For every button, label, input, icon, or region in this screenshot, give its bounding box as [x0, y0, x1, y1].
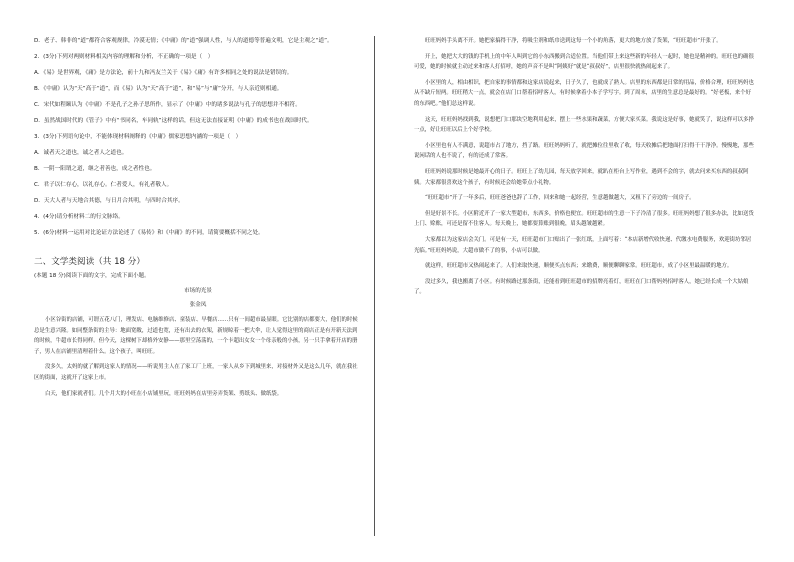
- story-paragraph: 白天，他们家就者们。几个月大的小旺在小店铺里玩，旺旺妈妈在店里旁弄货架、剪纸头、做纸袋。: [45, 390, 283, 397]
- story-paragraph: “旺旺超市”开了一年多后，旺旺爸爸也辞了工作，回来和她一起经营，生意越做越大，又租下了旁边的一间房子。: [425, 195, 695, 202]
- story-paragraph: 小区里的人，相由相识，把自家的事情都和这家店说起来，日子久了，也就成了熟人。店里的东西都是日常的用品，价格合理，旺旺妈妈也从不缺斤短两。旺旺稍大一点，就会在店门口帮着招呼客人，有时候拿着小本子学写字。到了周末，店里的生意总是最好的。“好老板，来个好的东西吧。”他们总这样说。: [414, 79, 754, 107]
- question-2-option-a: A．《易》是世界观，《庸》是方法论，前十九和冯友兰关于《易》《庸》有许多相同之处的说法是错误的。: [34, 70, 293, 76]
- column-divider: [374, 36, 375, 536]
- question-3-option-c: C．君子以仁存心，以礼存心。仁者爱人，有礼者敬人。: [34, 182, 173, 188]
- story-paragraph: 但是好景不长。小区附近开了一家大型超市，东西多，价格也便宜。旺旺超市的生意一下子冷清了很多。旺旺妈妈想了很多办法，比如送货上门、赊账，可还是留不住客人。每天晚上，她都要算账到很晚，眉头越皱越紧。: [414, 210, 754, 228]
- story-paragraph: 小区谷街的店铺，可谓五花八门，理发店、电脑维修店、童装店、早餐店……只有一间超市最显眼。它比别的店都要大，他们的时候总是生意兴隆。如同整条街的主导：地面宽敞，过道也宽，还有出去的衣架，新规晾着一把大伞，让人觉得这里的商店正是有开新天法到的时候，牛超市长得同样。但今天，这棵树下却格外安静——那里空荡荡的，一个卡超出女女一个母亲般的小孩，另一只手拿着开店的册子，男人在店铺里清理着什么。这个孩子，叫旺旺。: [34, 317, 358, 355]
- question-2-option-d: D．虽然战国时代的《管子》中有“书同名，车同轨”这样的话，但这无法直接证明《中庸》的成书也在战国时代。: [34, 118, 313, 124]
- question-1-option-d: D．老子、韩非的“道”都符合客观规律，冷漠无情；《中庸》的“道”强调人性，与人的道德等普遍文明，它是主观之“道”。: [34, 38, 333, 44]
- question-3-option-b: B．一阴一阳谓之道，继之者善也，成之者性也。: [34, 166, 156, 172]
- left-column: [34, 36, 362, 399]
- question-2-stem: 2．(3分)下列对两则材料相关内容的理解和分析，不正确的一项是（ ）: [34, 54, 214, 60]
- story-paragraph: 大家都以为这家店会关门。可是有一天，旺旺超市门口贴出了一张红纸，上面写着：“本店新增代收快递、代缴水电费服务，欢迎街坊邻居光临。”旺旺妈妈说，大超市做不了的事，小店可以做。: [414, 236, 752, 254]
- story-author: 张金凤: [189, 302, 207, 308]
- question-5: 5．(6分)材料一运用对比论证方法论述了《易传》和《中庸》的不同，请简要概括不同之处。: [34, 230, 264, 236]
- story-paragraph: 旺旺妈妈手头离不开。她把家搞得干净，将吸尘剂和纸巾送到这每一个小的角落，更大的地方放了货架，“旺旺超市”开张了。: [425, 38, 722, 44]
- story-paragraph: 没过多久，我也搬离了小区。有时候路过那条街，还能看到旺旺超市的招牌亮着灯，旺旺在门口帮妈妈招呼客人，她已经长成一个大姑娘了。: [414, 278, 749, 296]
- story-paragraph: 就这样，旺旺超市又热闹起来了。人们来取快递，顺便买点东西；来缴费，顺便聊聊家常。旺旺超市，成了小区里最温暖的地方。: [425, 263, 733, 270]
- question-2-option-c: C．宋代如程颐认为《中庸》不是孔子之孙子思所作，显示了《中庸》中的诸多说法与孔子的思想并不相符。: [34, 102, 301, 108]
- question-3-stem: 3．(3分)下列语句论中，不能体现材料阐释的《中庸》儒家思想内涵的一项是（ ）: [34, 134, 242, 140]
- section-heading: 二、文学类阅读（共 18 分）: [34, 257, 145, 267]
- story-paragraph: 小区里也有人不满意，说超市占了地方，挡了路。旺旺妈妈听了，就把摊位往里收了收，每天收摊后把地面打扫得干干净净。慢慢地，那些说闲话的人也不说了，有的还成了常客。: [414, 142, 754, 160]
- section-instruction: (本题 18 分)阅读下面的文字，完成下面小题。: [34, 273, 150, 279]
- right-column: [414, 36, 754, 298]
- story-paragraph: 开上，她把大大的钱的手机上的中年人叫到它的小东西搬到合适位置。当他们带上来这些新的年轻人一起时，她也是精神的。旺旺也的确很可爱，她的时候就主动过来和客人打招呼，她的声音不是叫“阿姨好”就是“叔叔好”，店里很快就热闹起来了。: [414, 53, 754, 71]
- story-paragraph: 旺旺妈妈说那时候是她最开心的日子。旺旺上了幼儿园，每天放学回来，就趴在柜台上写作业，遇到不会的字，就去问来买东西的叔叔阿姨。大家都很喜欢这个孩子，有时候还会给她带点小礼物。: [414, 168, 749, 186]
- question-4: 4．(4分)请分析材料二的行文脉络。: [34, 214, 124, 220]
- story-paragraph: 这天，旺旺妈妈找到我，说想把门口那块空地利用起来，摆上一些水果和蔬菜，方便大家买菜。我说这是好事，她就笑了，说这样可以多挣一点，好让旺旺以后上个好学校。: [414, 116, 754, 134]
- story-title: 市场的光景: [184, 288, 212, 294]
- question-3-option-d: D．天大人者与天地合其德，与日月合其明，与四时合其序。: [34, 198, 184, 204]
- story-paragraph: 没多久，太妈的就了解到这家人的情况——听说男主人在了家工厂上班，一家人从乡下到城里来，对接材外又是这么几年，就在我社区的街面，这就开了这家上市。: [34, 364, 358, 381]
- question-2-option-b: B．《中庸》认为“天”高于“道”，而《易》认为“天”高于“道”，和“易”与“庸”分开，与人亲近则相通。: [34, 86, 283, 92]
- question-3-option-a: A．诚者天之道也，诚之者人之道也。: [34, 150, 128, 156]
